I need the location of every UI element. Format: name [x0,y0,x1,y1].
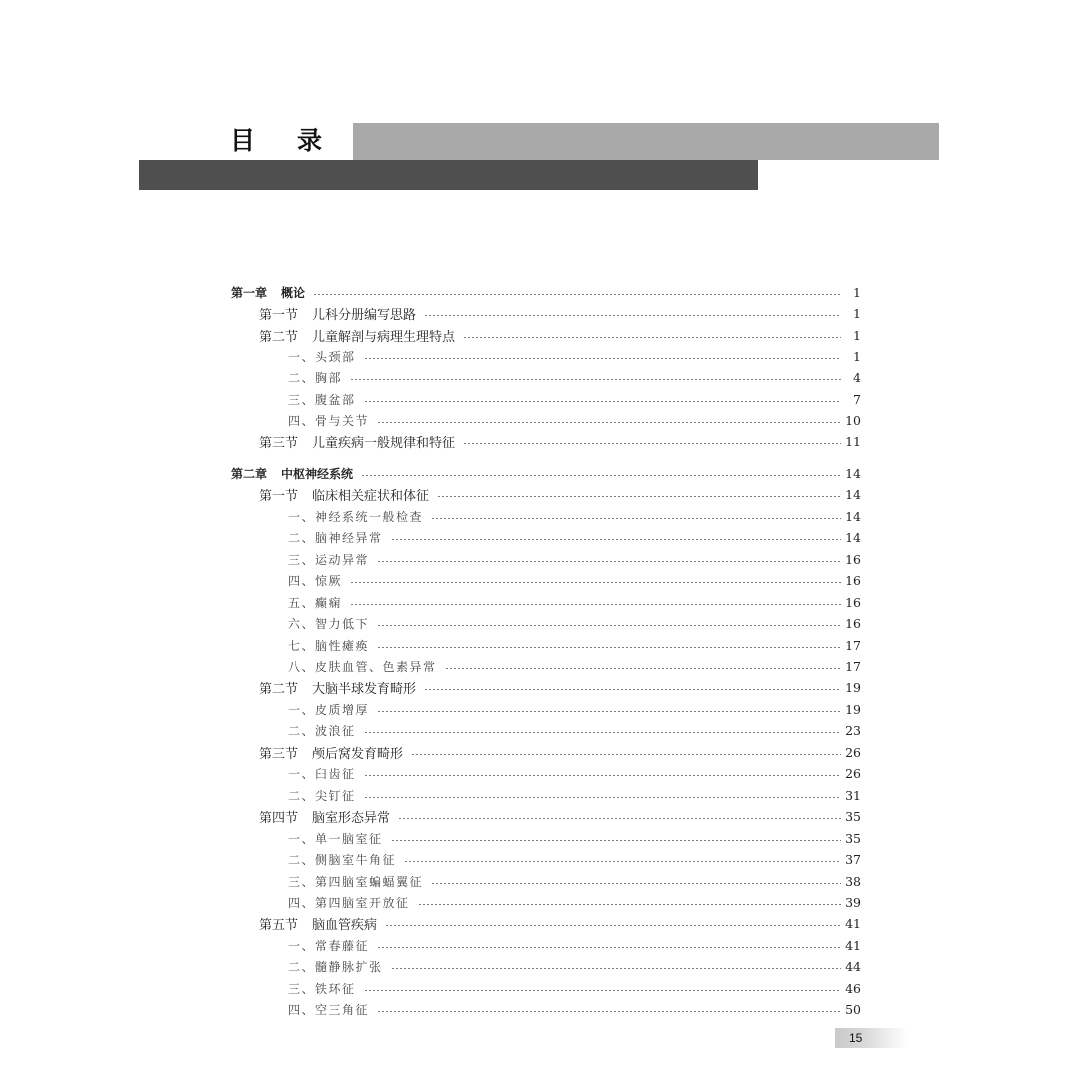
toc-item-row[interactable] [288,389,861,410]
toc-entry-label [259,743,403,762]
toc-entry-number: 第五节 [259,918,299,933]
toc-entry-title: 二、髓静脉扩张 [288,960,383,974]
leader-dots [391,840,841,841]
toc-entry-page: 14 [845,466,861,481]
toc-entry-page: 35 [845,809,861,824]
leader-dots [377,625,841,626]
toc-entry-page: 17 [845,638,861,653]
toc-entry-number: 第三节 [259,747,299,762]
toc-item-row[interactable] [288,410,861,431]
title-banner-light [353,123,939,160]
toc-entry-page: 23 [845,723,861,738]
toc-entry-title: 临床相关症状和体征 [312,489,430,504]
leader-dots [364,990,841,991]
toc-item-row[interactable] [288,892,861,913]
toc-entry-page: 38 [845,874,861,889]
toc-item-row[interactable] [288,935,861,956]
toc-item-row[interactable] [288,978,861,999]
toc-entry-label [288,830,383,847]
toc-entry-page: 16 [845,573,861,588]
toc-section-row[interactable] [259,913,861,934]
toc-entry-page: 16 [845,616,861,631]
toc-entry-number: 第二章 [231,467,268,481]
toc-entry-title: 三、第四脑室蝙蝠翼征 [288,875,424,889]
toc-entry-label [288,787,356,804]
toc-entry-label [259,807,390,826]
toc-entry-label [288,594,342,611]
toc-entry-title: 儿童疾病一般规律和特征 [312,436,456,451]
toc-item-row[interactable] [288,956,861,977]
toc-entry-title: 儿童解剖与病理生理特点 [312,330,456,345]
toc-entry-page: 1 [853,349,861,364]
toc-entry-label [288,508,423,525]
toc-item-row[interactable] [288,785,861,806]
toc-chapter-row[interactable] [231,282,861,303]
toc-entry-label [288,873,423,890]
toc-entry-page: 14 [845,530,861,545]
toc-entry-title: 概论 [281,286,306,300]
toc-entry-title: 三、铁环征 [288,982,356,996]
toc-entry-label [288,851,396,868]
leader-dots [377,947,841,948]
toc-section-row[interactable] [259,431,861,452]
toc-entry-label [288,348,356,365]
toc-section-row[interactable] [259,806,861,827]
leader-dots [418,904,841,905]
toc-entry-page: 16 [845,595,861,610]
toc-entry-number: 第三节 [259,436,299,451]
toc-entry-title: 七、脑性瘫痪 [288,639,370,653]
toc-entry-title: 一、臼齿征 [288,767,356,781]
toc-entry-label [231,465,353,482]
toc-item-row[interactable] [288,346,861,367]
toc-entry-title: 颅后窝发育畸形 [312,747,404,762]
toc-item-row[interactable] [288,699,861,720]
leader-dots [385,925,841,926]
toc-entry-number: 第二节 [259,682,299,697]
toc-entry-title: 大脑半球发育畸形 [312,682,417,697]
leader-dots [377,561,841,562]
toc-item-row[interactable] [288,592,861,613]
toc-item-row[interactable] [288,367,861,388]
toc-entry-label [259,678,416,697]
leader-dots [364,732,841,733]
toc-entry-label [259,326,455,345]
toc-entry-page: 50 [845,1002,861,1017]
leader-dots [431,518,841,519]
toc-entry-page: 19 [845,702,861,717]
page-number-tab [835,1028,907,1048]
toc-item-row[interactable] [288,849,861,870]
toc-entry-label [259,485,429,504]
title-char-1: 目 [230,126,256,155]
leader-dots [377,422,841,423]
toc-entry-title: 二、脑神经异常 [288,531,383,545]
toc-entry-label [259,432,455,451]
page-number: 15 [849,1031,863,1045]
toc-entry-label [288,894,410,911]
toc-item-row[interactable] [288,527,861,548]
toc-entry-title: 四、第四脑室开放征 [288,896,410,910]
toc-entry-page: 37 [845,852,861,867]
toc-entry-label [231,284,305,301]
leader-dots [377,1011,841,1012]
toc-entry-number: 第二节 [259,330,299,345]
leader-dots [424,689,841,690]
toc-entry-label [288,658,437,675]
leader-dots [350,379,841,380]
toc-entry-label [288,369,342,386]
toc-item-row[interactable] [288,871,861,892]
toc-entry-page: 35 [845,831,861,846]
toc-entry-label [288,722,356,739]
toc-entry-label [288,529,383,546]
toc-item-row[interactable] [288,656,861,677]
toc-item-row[interactable] [288,999,861,1020]
leader-dots [411,754,841,755]
toc-entry-page: 4 [853,370,861,385]
toc-entry-page: 1 [853,285,861,300]
toc-entry-page: 10 [845,413,861,428]
toc-item-row[interactable] [288,549,861,570]
leader-dots [350,604,841,605]
toc-entry-title: 三、运动异常 [288,553,370,567]
toc-entry-title: 脑血管疾病 [312,918,378,933]
toc-entry-label [288,1001,369,1018]
toc-entry-title: 一、皮质增厚 [288,703,370,717]
toc-entry-page: 41 [845,938,861,953]
leader-dots [364,797,841,798]
toc-entry-title: 四、空三角征 [288,1003,370,1017]
toc-entry-title: 一、常春藤征 [288,939,370,953]
toc-entry-label [288,615,369,632]
leader-dots [313,294,841,295]
toc-entry-label [288,937,369,954]
toc-section-row[interactable] [259,677,861,698]
toc-entry-title: 三、腹盆部 [288,393,356,407]
toc-entry-page: 1 [853,306,861,321]
toc-entry-label [288,637,369,654]
leader-dots [445,668,841,669]
toc-entry-title: 脑室形态异常 [312,811,391,826]
toc-entry-title: 四、骨与关节 [288,414,370,428]
leader-dots [391,968,841,969]
toc-entry-label [288,765,356,782]
toc-entry-label [259,304,416,323]
leader-dots [377,647,841,648]
toc-entry-title: 八、皮肤血管、色素异常 [288,660,437,674]
toc-entry-label [288,980,356,997]
toc-entry-label [288,391,356,408]
toc-entry-title: 二、胸部 [288,371,343,385]
toc-entry-label [288,701,369,718]
toc-entry-page: 1 [853,328,861,343]
toc-entry-page: 7 [853,392,861,407]
leader-dots [391,539,841,540]
toc-entry-title: 一、头颈部 [288,350,356,364]
toc-entry-label [288,551,369,568]
leader-dots [364,358,841,359]
toc-entry-page: 26 [845,766,861,781]
toc-entry-number: 第一章 [231,286,268,300]
toc-item-row[interactable] [288,570,861,591]
leader-dots [463,337,841,338]
toc-entry-page: 14 [845,509,861,524]
leader-dots [404,861,841,862]
toc-entry-number: 第四节 [259,811,299,826]
toc-item-row[interactable] [288,635,861,656]
leader-dots [398,818,841,819]
toc-item-row[interactable] [288,506,861,527]
toc-entry-title: 一、单一脑室征 [288,832,383,846]
toc-entry-page: 41 [845,916,861,931]
leader-dots [431,883,841,884]
title-banner-dark [139,160,758,190]
toc-item-row[interactable] [288,613,861,634]
toc-entry-page: 17 [845,659,861,674]
toc-entry-page: 46 [845,981,861,996]
leader-dots [424,315,841,316]
toc-entry-page: 26 [845,745,861,760]
toc-entry-title: 二、侧脑室牛角征 [288,853,397,867]
toc-entry-page: 14 [845,487,861,502]
toc-entry-page: 31 [845,788,861,803]
leader-dots [361,475,841,476]
title-char-2: 录 [297,126,323,155]
toc-entry-label [259,914,377,933]
leader-dots [364,775,841,776]
toc-entry-title: 二、波浪征 [288,724,356,738]
toc-entry-title: 一、神经系统一般检查 [288,510,424,524]
toc-entry-label [288,412,369,429]
toc-entry-label [288,958,383,975]
leader-dots [377,711,841,712]
toc-entry-page: 16 [845,552,861,567]
toc-entry-title: 六、智力低下 [288,617,370,631]
toc-section-row[interactable] [259,742,861,763]
toc-section-row[interactable] [259,484,861,505]
toc-entry-title: 中枢神经系统 [281,467,354,481]
toc-entry-label [288,572,342,589]
toc-item-row[interactable] [288,828,861,849]
toc-section-row[interactable] [259,303,861,324]
toc-entry-title: 四、惊厥 [288,574,343,588]
leader-dots [364,401,841,402]
page-title [230,122,322,160]
toc-entry-page: 44 [845,959,861,974]
leader-dots [350,582,841,583]
toc-entry-title: 二、尖钉征 [288,789,356,803]
toc-item-row[interactable] [288,720,861,741]
toc-entry-page: 19 [845,680,861,695]
toc-item-row[interactable] [288,763,861,784]
leader-dots [437,496,841,497]
toc-chapter-row[interactable] [231,463,861,484]
toc-entry-title: 儿科分册编写思路 [312,308,417,323]
toc-section-row[interactable] [259,325,861,346]
toc-entry-page: 39 [845,895,861,910]
toc-entry-page: 11 [845,434,861,449]
toc-entry-number: 第一节 [259,308,299,323]
toc-entry-number: 第一节 [259,489,299,504]
toc-entry-title: 五、癫痫 [288,596,343,610]
leader-dots [463,443,841,444]
